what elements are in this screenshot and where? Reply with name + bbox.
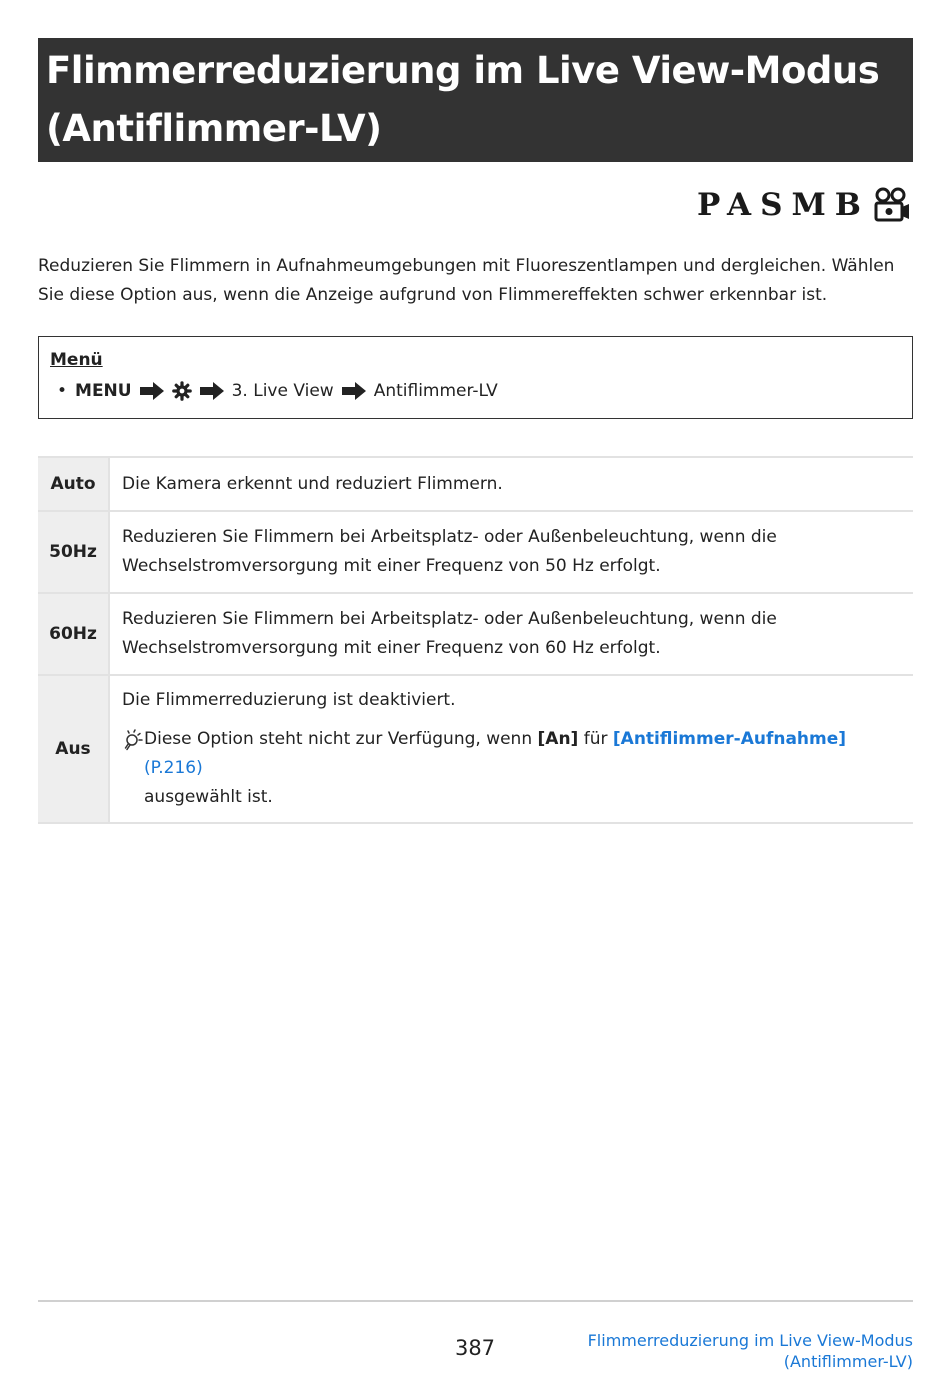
option-key: Aus xyxy=(38,675,109,823)
gear-icon xyxy=(172,381,192,401)
antiflimmer-aufnahme-link[interactable]: [Antiflimmer-Aufnahme] xyxy=(612,729,847,749)
arrow-right-icon xyxy=(199,381,225,401)
menu-section: 3. Live View xyxy=(231,381,334,401)
options-table xyxy=(38,456,913,824)
shooting-mode-letters: PASMB xyxy=(696,187,870,223)
menu-path-box xyxy=(38,336,913,419)
option-description: Die Flimmerreduzierung ist deaktiviert. xyxy=(122,690,456,710)
tip-text-post: ausgewählt ist. xyxy=(144,787,273,807)
menu-item: Antiflimmer-LV xyxy=(373,381,498,401)
table-row xyxy=(38,511,913,593)
option-key: 60Hz xyxy=(38,593,109,675)
footer-section-link[interactable] xyxy=(588,1330,913,1372)
option-description-cell xyxy=(109,675,913,823)
option-description: Die Kamera erkennt und reduziert Flimmern. xyxy=(122,473,503,494)
option-description: Reduzieren Sie Flimmern bei Arbeitsplatz- oder Außenbeleuchtung, wenn die Wechselstromversorgung mit einer Frequenz von 50 Hz erfolgt. xyxy=(122,527,777,576)
footer-divider xyxy=(38,1300,913,1302)
option-key: 50Hz xyxy=(38,511,109,593)
shooting-modes xyxy=(697,186,910,224)
footer-title-line-1: Flimmerreduzierung im Live View-Modus xyxy=(587,1331,913,1350)
page-title-line-1: Flimmerreduzierung im Live View-Modus xyxy=(46,49,880,92)
intro-paragraph: Reduzieren Sie Flimmern in Aufnahmeumgebungen mit Fluoreszentlampen und dergleichen. Wählen Sie diese Option aus, wenn die Anzeige aufgrund von Flimmereffekten schwer erkennbar ist. xyxy=(38,256,895,305)
arrow-right-icon xyxy=(139,381,165,401)
option-key: Auto xyxy=(38,457,109,511)
page-title xyxy=(38,38,913,162)
tip-icon xyxy=(122,729,144,751)
table-row xyxy=(38,675,913,823)
tip-text-mid: für xyxy=(578,729,613,749)
arrow-right-icon xyxy=(341,381,367,401)
tip-note xyxy=(122,725,901,812)
tip-text-pre: Diese Option steht nicht zur Verfügung, wenn xyxy=(144,729,538,749)
menu-heading: Menü xyxy=(50,350,103,370)
footer-title-line-2: (Antiflimmer-LV) xyxy=(783,1352,913,1371)
page-reference-link[interactable]: (P.216) xyxy=(144,758,203,778)
table-row xyxy=(38,593,913,675)
menu-path xyxy=(50,375,901,407)
tip-setting-value: [An] xyxy=(537,729,579,749)
page-title-line-2: (Antiflimmer-LV) xyxy=(46,107,382,150)
menu-root: MENU xyxy=(75,381,132,401)
tip-text xyxy=(144,725,901,812)
menu-bullet: • xyxy=(57,381,68,401)
table-row xyxy=(38,457,913,511)
option-description: Reduzieren Sie Flimmern bei Arbeitsplatz- oder Außenbeleuchtung, wenn die Wechselstromversorgung mit einer Frequenz von 60 Hz erfolgt. xyxy=(122,609,777,658)
page-number: 387 xyxy=(454,1336,496,1360)
movie-camera-icon xyxy=(872,186,910,224)
